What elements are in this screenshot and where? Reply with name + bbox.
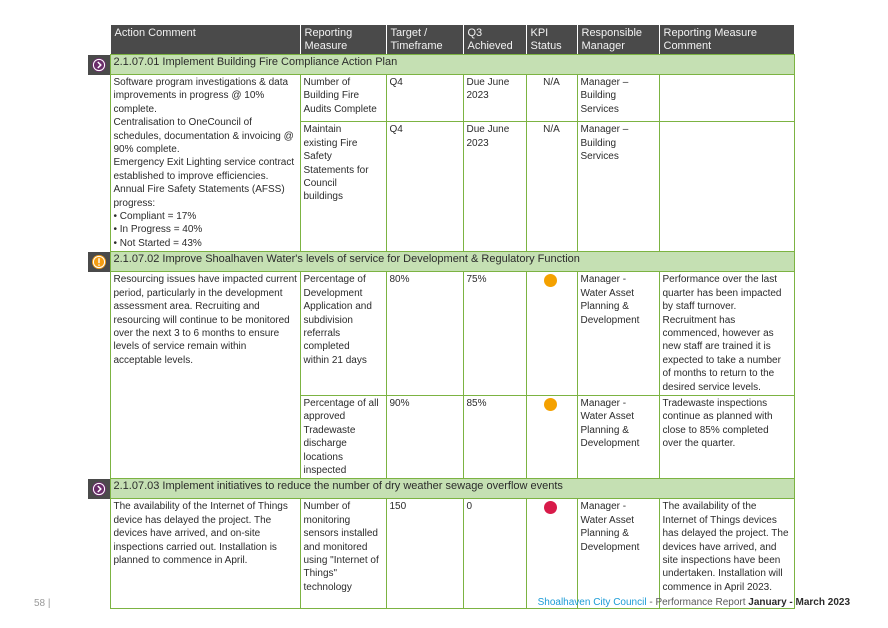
reporting-measure-comment-cell-line: expected to take a number: [662, 354, 781, 366]
header-kpi: KPI Status: [526, 25, 577, 55]
reporting-measure-cell-line: and monitored: [303, 541, 368, 553]
reporting-measure-comment-cell-line: Performance over the last: [662, 274, 777, 286]
reporting-measure-comment-cell-line: Tradewaste inspections: [662, 397, 768, 409]
responsible-manager-cell-line: Services: [580, 151, 619, 163]
responsible-manager-cell: [577, 499, 659, 609]
section-title: 2.1.07.03 Implement initiatives to reduce the number of dry weather sewage overflow events: [110, 479, 794, 499]
responsible-manager-cell-line: Water Asset: [580, 411, 635, 423]
responsible-manager-cell-line: Manager -: [580, 397, 627, 409]
kpi-status-cell: [526, 75, 577, 122]
reporting-measure-comment-cell: [659, 272, 794, 396]
action-comment-line: Annual Fire Safety Statements (AFSS): [113, 184, 285, 196]
action-comment-line: The availability of the Internet of Things: [113, 501, 288, 513]
section-icon-cell: [88, 479, 110, 499]
action-comment-line: devices have arrived, and on-site: [113, 528, 261, 540]
responsible-manager-cell-line: Building: [580, 137, 617, 149]
reporting-measure-cell-line: inspected: [303, 464, 347, 476]
reporting-measure-comment-cell-line: devices have arrived, and: [662, 541, 777, 553]
reporting-measure-comment-cell-line: has delayed the project. The: [662, 528, 789, 540]
reporting-measure-cell-line: Audits Complete: [303, 103, 377, 115]
q3-achieved-cell-line: 75%: [466, 274, 487, 286]
reporting-measure-comment-cell-line: The availability of the: [662, 501, 757, 513]
performance-table: [88, 24, 795, 609]
reporting-measure-comment-cell-line: desired service levels.: [662, 381, 761, 393]
action-comment-line: assessment area. Recruiting and: [113, 301, 260, 313]
action-comment-line: improvements in progress @ 10%: [113, 90, 265, 102]
reporting-measure-cell-line: Application and: [303, 301, 372, 313]
reporting-measure-comment-cell-line: quarter has been impacted: [662, 287, 782, 299]
reporting-measure-comment-cell-line: continue as planned with: [662, 411, 773, 423]
reporting-measure-comment-cell-line: over the quarter.: [662, 438, 736, 450]
header-row: [88, 25, 794, 55]
reporting-measure-cell-line: technology: [303, 581, 352, 593]
chevron-right-circle-icon: [91, 481, 107, 497]
section-title-row: [88, 55, 794, 75]
reporting-measure-comment-cell-line: commenced, however as: [662, 327, 774, 339]
action-comment-line: • Compliant = 17%: [113, 211, 197, 223]
reporting-measure-cell-line: existing Fire: [303, 137, 358, 149]
responsible-manager-cell-line: Planning &: [580, 528, 629, 540]
reporting-measure-comment-cell-line: undertaken. Installation will: [662, 568, 783, 580]
blank-cell: [88, 75, 110, 122]
action-comment-line: over the next 3 to 6 months to ensure: [113, 327, 280, 339]
responsible-manager-cell-line: Manager –: [580, 77, 629, 88]
section-icon-cell: [88, 252, 110, 272]
responsible-manager-cell-line: Services: [580, 103, 619, 115]
reporting-measure-cell-line: Building Fire: [303, 90, 360, 102]
action-comment-line: planned to commence in April.: [113, 555, 248, 566]
kpi-status-cell: [526, 272, 577, 396]
reporting-measure-comment-cell: [659, 122, 794, 252]
reporting-measure-comment-cell-line: site inspections have been: [662, 555, 781, 566]
kpi-status-dot-icon: [544, 398, 557, 411]
target-cell: 90%: [386, 395, 463, 478]
reporting-measure-cell-line: monitoring: [303, 514, 351, 526]
reporting-measure-comment-cell: [659, 499, 794, 609]
q3-achieved-cell-line: 0: [466, 501, 473, 513]
blank-cell: [88, 499, 110, 609]
reporting-measure-comment-cell-line: new staff are trained it is: [662, 341, 771, 353]
responsible-manager-cell-line: Development: [580, 314, 640, 326]
measure-row: [88, 499, 794, 609]
q3-achieved-cell: [463, 122, 526, 252]
footer-title: [538, 597, 850, 608]
info-circle-icon: [91, 254, 107, 270]
reporting-measure-cell-line: within 21 days: [303, 354, 367, 366]
section-title-row: [88, 252, 794, 272]
action-comment-line: acceptable levels.: [113, 354, 193, 366]
reporting-measure-cell-line: Number of: [303, 77, 351, 88]
reporting-measure-cell: [300, 395, 386, 478]
reporting-measure-cell: [300, 122, 386, 252]
q3-achieved-cell: [463, 272, 526, 396]
reporting-measure-comment-cell-line: of months to return to the: [662, 368, 775, 380]
header-rm-comment: Reporting Measure Comment: [659, 25, 794, 55]
kpi-status-text: N/A: [543, 77, 560, 88]
chevron-right-circle-icon: [91, 57, 107, 73]
action-comment-line: Software program investigations & data: [113, 77, 289, 88]
action-comment-line: 90% complete.: [113, 144, 180, 156]
header-action-comment: Action Comment: [110, 25, 300, 55]
blank-cell: [88, 395, 110, 478]
reporting-measure-cell-line: Things": [303, 568, 338, 580]
blank-cell: [88, 122, 110, 252]
blank-cell: [88, 272, 110, 396]
responsible-manager-cell-line: Planning &: [580, 301, 629, 313]
action-comment-cell: [110, 499, 300, 609]
target-cell: Q4: [386, 122, 463, 252]
footer-period: January - March 2023: [748, 597, 850, 608]
target-cell: 150: [386, 499, 463, 609]
page-number: 58 |: [34, 598, 51, 609]
action-comment-line: progress:: [113, 197, 156, 209]
section-title: 2.1.07.02 Improve Shoalhaven Water's levels of service for Development & Regulatory Function: [110, 252, 794, 272]
footer-report: - Performance Report: [646, 597, 749, 608]
reporting-measure-cell-line: buildings: [303, 191, 343, 203]
responsible-manager-cell-line: Water Asset: [580, 514, 635, 526]
action-comment-line: Emergency Exit Lighting service contract: [113, 157, 295, 169]
kpi-status-dot-icon: [544, 274, 557, 287]
reporting-measure-comment-cell: [659, 395, 794, 478]
responsible-manager-cell: [577, 122, 659, 252]
reporting-measure-cell-line: using "Internet of: [303, 555, 379, 566]
responsible-manager-cell-line: Water Asset: [580, 287, 635, 299]
reporting-measure-cell: [300, 272, 386, 396]
action-comment-line: • Not Started = 43%: [113, 237, 202, 249]
responsible-manager-cell-line: Development: [580, 438, 640, 450]
action-comment-line: device has delayed the project. The: [113, 514, 272, 526]
reporting-measure-cell-line: Percentage of all: [303, 397, 379, 409]
reporting-measure-comment-cell-line: by staff turnover.: [662, 301, 737, 313]
action-comment-line: resourcing will continue to be monitored: [113, 314, 290, 326]
action-comment-line: schedules, documentation & invoicing @: [113, 130, 294, 142]
action-comment-cell: [110, 272, 300, 479]
reporting-measure-cell-line: discharge: [303, 438, 347, 450]
q3-achieved-cell-line: Due June: [466, 124, 510, 136]
responsible-manager-cell: [577, 272, 659, 396]
reporting-measure-cell: [300, 499, 386, 609]
reporting-measure-cell-line: Statements for: [303, 164, 369, 176]
action-comment-line: period, particularly in the development: [113, 287, 283, 299]
action-comment-cell: [110, 75, 300, 252]
responsible-manager-cell-line: Planning &: [580, 424, 629, 436]
responsible-manager-cell-line: Manager -: [580, 274, 627, 286]
q3-achieved-cell: [463, 75, 526, 122]
reporting-measure-cell-line: Council: [303, 177, 337, 189]
action-comment-line: complete.: [113, 103, 157, 115]
header-q3: Q3 Achieved: [463, 25, 526, 55]
reporting-measure-comment-cell-line: Recruitment has: [662, 314, 736, 326]
footer-org: Shoalhaven City Council: [537, 597, 647, 608]
reporting-measure-cell-line: referrals: [303, 327, 341, 339]
header-reporting-measure: Reporting Measure: [300, 25, 386, 55]
target-cell: 80%: [386, 272, 463, 396]
reporting-measure-cell-line: completed: [303, 341, 350, 353]
measure-row: [88, 272, 794, 396]
responsible-manager-cell-line: Manager -: [580, 501, 627, 513]
responsible-manager-cell: [577, 75, 659, 122]
responsible-manager-cell-line: Building: [580, 90, 617, 102]
reporting-measure-cell: [300, 75, 386, 122]
reporting-measure-cell-line: approved: [303, 411, 346, 423]
kpi-status-dot-icon: [544, 501, 557, 514]
reporting-measure-comment-cell-line: Internet of Things devices: [662, 514, 777, 526]
header-target: Target / Timeframe: [386, 25, 463, 55]
reporting-measure-comment-cell: [659, 75, 794, 122]
reporting-measure-cell-line: Percentage of: [303, 274, 366, 286]
reporting-measure-cell-line: Number of: [303, 501, 351, 513]
reporting-measure-cell-line: Maintain: [303, 124, 342, 136]
reporting-measure-comment-cell-line: commence in April 2023.: [662, 581, 773, 593]
reporting-measure-comment-cell-line: close to 85% completed: [662, 424, 769, 436]
responsible-manager-cell-line: Development: [580, 541, 640, 553]
action-comment-line: levels of service remain within: [113, 341, 247, 353]
reporting-measure-cell-line: subdivision: [303, 314, 353, 326]
kpi-status-cell: [526, 122, 577, 252]
kpi-status-text: N/A: [543, 124, 560, 136]
section-title: 2.1.07.01 Implement Building Fire Compliance Action Plan: [110, 55, 794, 75]
q3-achieved-cell-line: Due June: [466, 77, 510, 88]
action-comment-line: established to improve efficiencies.: [113, 170, 269, 182]
reporting-measure-cell-line: Development: [303, 287, 363, 299]
q3-achieved-cell-line: 2023: [466, 90, 489, 102]
target-cell: Q4: [386, 75, 463, 122]
reporting-measure-cell-line: sensors installed: [303, 528, 378, 540]
action-comment-line: • In Progress = 40%: [113, 224, 203, 236]
reporting-measure-cell-line: Safety: [303, 151, 332, 163]
q3-achieved-cell: [463, 499, 526, 609]
q3-achieved-cell-line: 2023: [466, 137, 489, 149]
responsible-manager-cell: [577, 395, 659, 478]
kpi-status-cell: [526, 499, 577, 609]
action-comment-line: inspections carried out. Installation is: [113, 541, 277, 553]
reporting-measure-cell-line: Tradewaste: [303, 424, 356, 436]
action-comment-line: Centralisation to OneCouncil of: [113, 117, 252, 129]
header-manager: Responsible Manager: [577, 25, 659, 55]
reporting-measure-cell-line: locations: [303, 451, 343, 463]
section-icon-cell: [88, 55, 110, 75]
header-blank: [88, 25, 110, 55]
section-title-row: [88, 479, 794, 499]
q3-achieved-cell: [463, 395, 526, 478]
responsible-manager-cell-line: Manager –: [580, 124, 629, 136]
measure-row: [88, 75, 794, 122]
action-comment-line: Resourcing issues have impacted current: [113, 274, 297, 286]
kpi-status-cell: [526, 395, 577, 478]
q3-achieved-cell-line: 85%: [466, 397, 487, 409]
